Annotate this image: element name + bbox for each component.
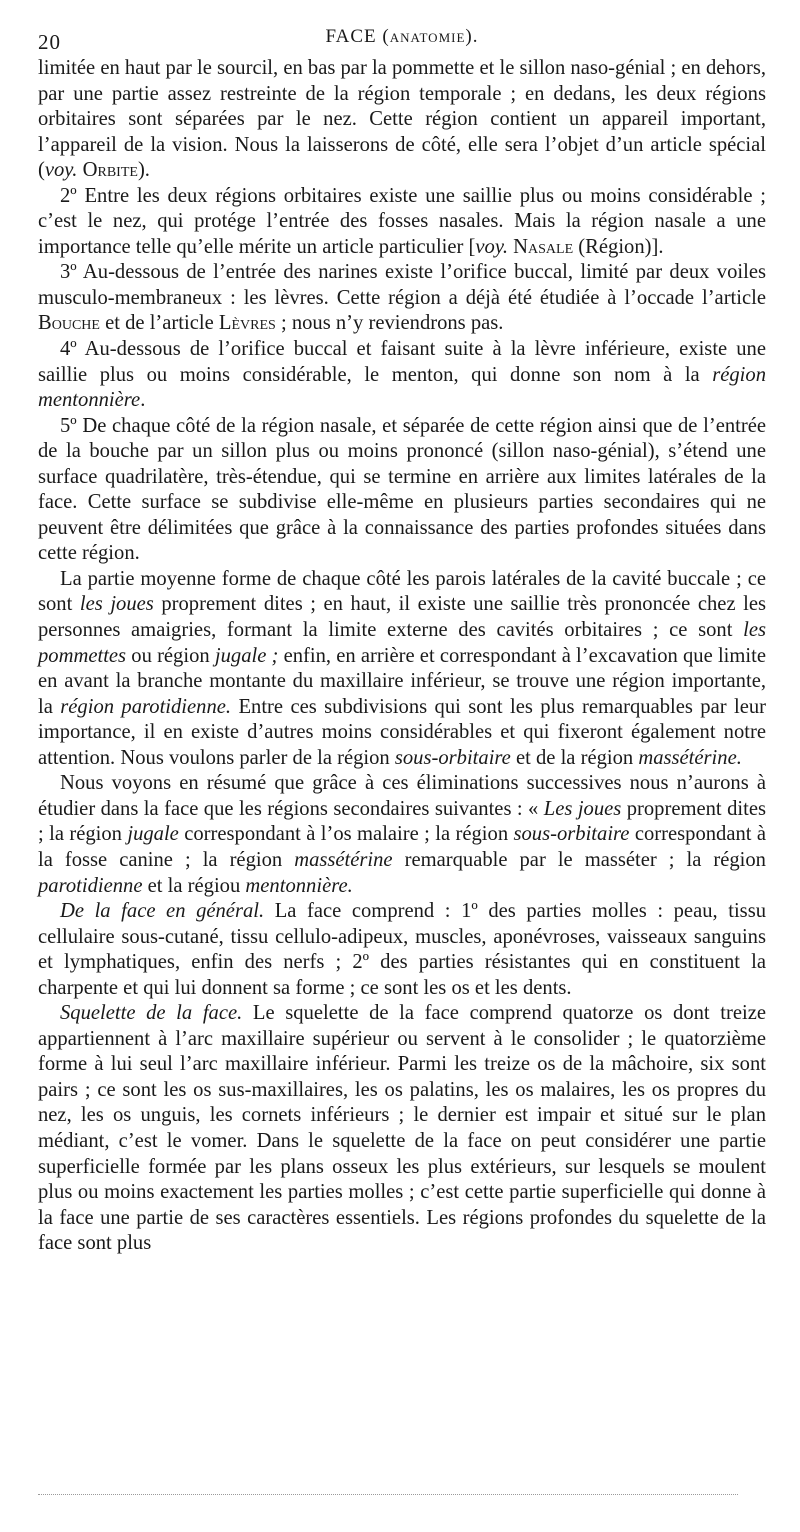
cross-reference-levres: Lèvres <box>218 312 276 335</box>
text-run: (Région)]. <box>573 235 664 258</box>
page <box>38 26 766 1257</box>
paragraph-chin-region <box>38 337 766 414</box>
text-run: Le squelette de la face comprend quatorze os dont treize appartiennent à l’arc maxillaire supérieur ou servent à le consolider ; le quatorzième forme à lui seul l’arc maxillaire inférieur. Parmi les treize os de la mâchoire, six sont pairs ; ce sont les os sus-maxillaires, les os palatins, les os malaires, les os propres du nez, les os unguis, les cornets inférieurs ; le dernier est impair et situé sur le plan médiant, c’est le vomer. Dans le squelette de la face on peut considérer une partie superficielle formée par les plans osseux les plus extérieurs, sur lesquels se moulent plus ou moins exactement les parties molles ; c’est cette partie superficielle qui donne à la face une partie de ses caractères essentiels. Les régions profondes du squelette de la face sont plus <box>38 1002 766 1255</box>
italic-run: région mentonnière <box>38 363 766 412</box>
text-run: et la régiou <box>142 874 246 897</box>
text-run: ; nous n’y reviendrons pas. <box>275 312 504 335</box>
italic-run: Les joues <box>543 797 622 820</box>
text-run: 5º De chaque côté de la région nasale, et séparée de cette région ainsi que de l’entrée de la bouche par un sillon plus ou moins prononcé (sillon naso-génial), s’étend une surface quadrilatère, très-étendue, qui se termine en arrière aux limites latérales de la face. Cette surface se subdivise elle-même en plusieurs parties secondaires qui ne peuvent être délimitées que grâce à la connaissance des parties profondes situées dans cette région. <box>38 414 766 565</box>
italic-run: région parotidienne. <box>60 695 232 718</box>
italic-run: massétérine <box>294 848 393 871</box>
text-run: correspondant à la fosse canine ; la région <box>38 823 767 871</box>
paragraph-lateral-surface <box>38 414 766 567</box>
paragraph-nasal-region <box>38 184 766 261</box>
text-run: ou région <box>126 644 215 667</box>
paragraph-orbital-continuation <box>38 56 766 184</box>
text-run: limitée en haut par le sourcil, en bas par la pommette et le sillon naso-génial ; en dehors, par une partie assez restreinte de la région temporale ; en dedans, les deux régions orbitaires sont séparées par le nez. Cette région contient un appareil important, l’appareil de la vision. Nous la laisserons de côté, elle sera l’objet d’un article spécial ( <box>38 57 766 182</box>
text-run: remarquable par le masséter ; la région <box>392 848 766 871</box>
italic-run: mentonnière. <box>245 874 353 897</box>
paragraph-cheeks <box>38 567 766 771</box>
text-run: ). <box>137 159 150 182</box>
text-run: proprement dites ; la région <box>38 797 766 846</box>
cross-reference-bouche: Bouche <box>38 312 100 335</box>
text-run: La partie moyenne forme de chaque côté les parois latérales de la cavité buccale ; ce sont <box>38 567 766 616</box>
page-number: 20 <box>38 30 61 54</box>
running-title <box>38 26 766 48</box>
text-run: et de l’article <box>99 312 219 335</box>
footer-rule <box>38 1494 738 1495</box>
paragraph-face-general <box>38 899 766 1001</box>
italic-run: massétérine. <box>638 746 742 769</box>
cross-reference-orbite: Orbite <box>82 159 138 182</box>
body-text <box>38 56 766 1257</box>
italic-run: voy. <box>475 235 508 258</box>
italic-run: sous-orbitaire <box>394 746 511 769</box>
paragraph-summary <box>38 771 766 899</box>
text-run: La face comprend : 1º des parties molles : peau, tissu cellulaire sous-cutané, tissu cellulo-adipeux, muscles, aponévroses, vaisseaux sanguins et lymphatiques, enfin des nerfs ; 2º des parties résistantes qui en constituent la charpente et qui lui donnent sa forme ; ce sont les os et les dents. <box>38 900 767 999</box>
italic-run: sous-orbitaire <box>513 823 630 846</box>
text-run: et de la région <box>510 746 639 769</box>
text-run: 4º Au-dessous de l’orifice buccal et faisant suite à la lèvre inférieure, existe une saillie plus ou moins considérable, le menton, qui donne son nom à la <box>38 338 766 386</box>
cross-reference-nasale: Nasale <box>513 235 574 258</box>
running-title-main: FACE <box>325 26 377 47</box>
italic-run: parotidienne <box>38 874 143 897</box>
text-run: Entre ces subdivisions qui sont les plus remarquables par leur importance, il en existe d’autres moins considérables et qui fixeront également notre attention. Nous voulons parler de la région <box>38 695 766 769</box>
section-heading-skeleton: Squelette de la face. <box>60 1002 243 1025</box>
italic-run: jugale ; <box>214 644 279 667</box>
section-heading-face-general: De la face en général. <box>60 900 265 923</box>
running-title-sub: (anatomie). <box>382 26 479 47</box>
italic-run: les joues <box>79 593 154 616</box>
running-head <box>38 26 766 56</box>
text-run: 3º Au-dessous de l’entrée des narines existe l’orifice buccal, limité par deux voiles musculo-membraneux : les lèvres. Cette région a déjà été étudiée à l’occade l’article <box>38 261 766 309</box>
italic-run: les pommettes <box>38 619 766 667</box>
text-run: enfin, en arrière et correspondant à l’excavation que limite en avant la branche montante du maxillaire inférieur, se trouve une région importante, la <box>38 644 766 718</box>
text-run: correspondant à l’os malaire ; la région <box>178 823 514 846</box>
text-run: Nous voyons en résumé que grâce à ces éliminations successives nous n’aurons à étudier dans la face que les régions secondaires suivantes : « <box>38 772 766 820</box>
text-run: proprement dites ; en haut, il existe une saillie très prononcée chez les personnes amaigries, formant la limite externe des cavités orbitaires ; ce sont <box>38 593 767 642</box>
paragraph-buccal-orifice <box>38 260 766 337</box>
paragraph-skeleton <box>38 1001 766 1256</box>
text-run: . <box>140 389 146 412</box>
italic-run: jugale <box>127 823 179 846</box>
italic-run: voy. <box>44 159 78 182</box>
text-run: 2º Entre les deux régions orbitaires existe une saillie plus ou moins considérable ; c’est le nez, qui protége l’entrée des fosses nasales. Mais la région nasale a une importance telle qu’elle mérite un article particulier [ <box>38 184 766 258</box>
